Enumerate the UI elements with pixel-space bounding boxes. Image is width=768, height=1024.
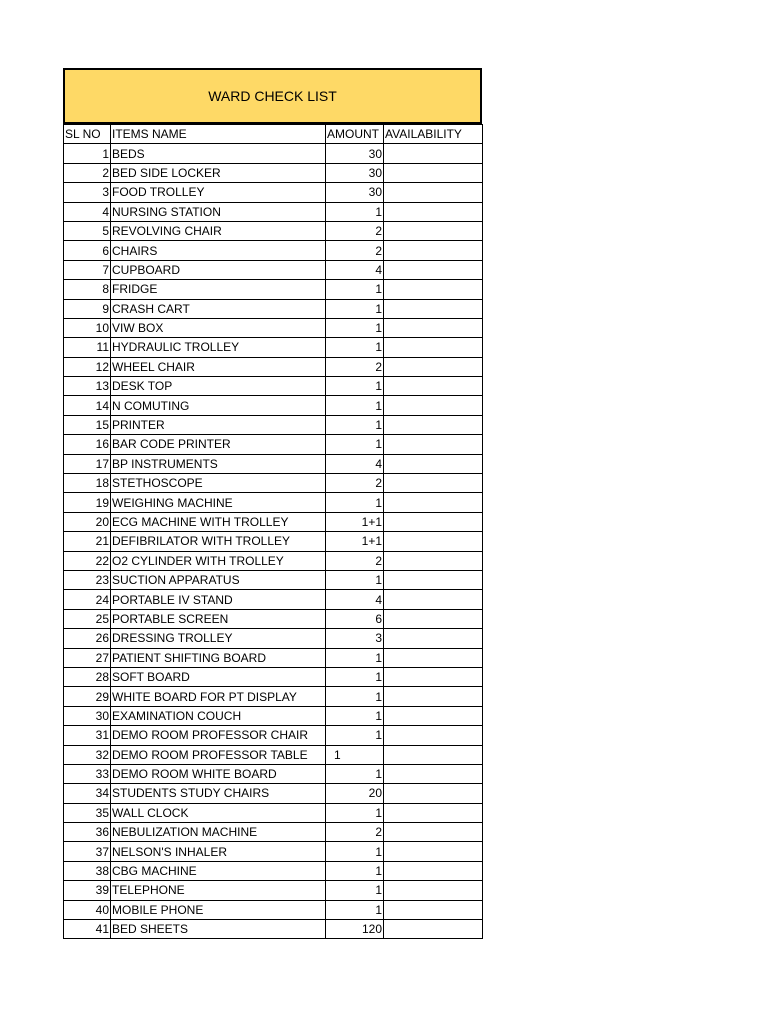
- cell-availability: [384, 512, 483, 531]
- cell-sl-no: 35: [64, 803, 111, 822]
- table-row: [64, 551, 483, 570]
- cell-availability: [384, 687, 483, 706]
- table-row: [64, 532, 483, 551]
- cell-availability: [384, 920, 483, 939]
- cell-item-name: VIW BOX: [111, 318, 326, 337]
- cell-amount: 30: [326, 144, 384, 163]
- cell-sl-no: 14: [64, 396, 111, 415]
- table-row: [64, 667, 483, 686]
- cell-availability: [384, 842, 483, 861]
- cell-sl-no: 30: [64, 706, 111, 725]
- table-row: [64, 454, 483, 473]
- cell-item-name: CRASH CART: [111, 299, 326, 318]
- cell-availability: [384, 803, 483, 822]
- header-sl-no: SL NO: [64, 125, 111, 144]
- cell-sl-no: 34: [64, 784, 111, 803]
- cell-item-name: PORTABLE SCREEN: [111, 609, 326, 628]
- table-row: [64, 377, 483, 396]
- cell-item-name: NURSING STATION: [111, 202, 326, 221]
- cell-sl-no: 32: [64, 745, 111, 764]
- cell-sl-no: 17: [64, 454, 111, 473]
- cell-amount: 1: [326, 396, 384, 415]
- cell-availability: [384, 570, 483, 589]
- cell-availability: [384, 493, 483, 512]
- cell-availability: [384, 532, 483, 551]
- cell-amount: 1: [326, 280, 384, 299]
- cell-amount: 1: [326, 299, 384, 318]
- cell-availability: [384, 823, 483, 842]
- cell-sl-no: 1: [64, 144, 111, 163]
- cell-amount: 1: [326, 861, 384, 880]
- cell-amount: 2: [326, 221, 384, 240]
- cell-sl-no: 8: [64, 280, 111, 299]
- cell-sl-no: 19: [64, 493, 111, 512]
- cell-item-name: BED SIDE LOCKER: [111, 163, 326, 182]
- cell-availability: [384, 764, 483, 783]
- cell-sl-no: 5: [64, 221, 111, 240]
- header-row: [64, 125, 483, 144]
- cell-availability: [384, 144, 483, 163]
- cell-sl-no: 7: [64, 260, 111, 279]
- cell-availability: [384, 202, 483, 221]
- table-row: [64, 396, 483, 415]
- cell-amount: 1: [326, 842, 384, 861]
- cell-item-name: STUDENTS STUDY CHAIRS: [111, 784, 326, 803]
- table-row: [64, 803, 483, 822]
- table-row: [64, 512, 483, 531]
- cell-availability: [384, 163, 483, 182]
- cell-item-name: DESK TOP: [111, 377, 326, 396]
- cell-sl-no: 28: [64, 667, 111, 686]
- cell-sl-no: 6: [64, 241, 111, 260]
- table-row: [64, 318, 483, 337]
- table-row: [64, 764, 483, 783]
- cell-sl-no: 13: [64, 377, 111, 396]
- cell-amount: 2: [326, 823, 384, 842]
- cell-sl-no: 22: [64, 551, 111, 570]
- cell-availability: [384, 260, 483, 279]
- cell-sl-no: 33: [64, 764, 111, 783]
- cell-sl-no: 39: [64, 881, 111, 900]
- cell-item-name: WHITE BOARD FOR PT DISPLAY: [111, 687, 326, 706]
- table-row: [64, 629, 483, 648]
- table-row: [64, 493, 483, 512]
- cell-amount: 4: [326, 260, 384, 279]
- cell-item-name: SOFT BOARD: [111, 667, 326, 686]
- cell-item-name: WEIGHING MACHINE: [111, 493, 326, 512]
- table-row: [64, 648, 483, 667]
- table-row: [64, 221, 483, 240]
- cell-sl-no: 37: [64, 842, 111, 861]
- cell-amount: 1: [326, 764, 384, 783]
- cell-item-name: BAR CODE PRINTER: [111, 435, 326, 454]
- cell-item-name: PRINTER: [111, 415, 326, 434]
- cell-amount: 1: [326, 318, 384, 337]
- cell-availability: [384, 609, 483, 628]
- cell-amount: 30: [326, 183, 384, 202]
- cell-sl-no: 41: [64, 920, 111, 939]
- cell-amount: 1: [326, 435, 384, 454]
- cell-item-name: N COMUTING: [111, 396, 326, 415]
- cell-sl-no: 31: [64, 726, 111, 745]
- cell-amount: 3: [326, 629, 384, 648]
- cell-amount: 1: [326, 338, 384, 357]
- cell-item-name: BP INSTRUMENTS: [111, 454, 326, 473]
- cell-amount: 1: [326, 706, 384, 725]
- cell-amount: 1: [326, 745, 384, 764]
- cell-item-name: PORTABLE IV STAND: [111, 590, 326, 609]
- cell-amount: 2: [326, 474, 384, 493]
- sheet-title: WARD CHECK LIST: [63, 68, 482, 124]
- cell-amount: 1: [326, 900, 384, 919]
- cell-amount: 1: [326, 687, 384, 706]
- cell-sl-no: 21: [64, 532, 111, 551]
- table-row: [64, 338, 483, 357]
- cell-amount: 1: [326, 667, 384, 686]
- cell-item-name: DRESSING TROLLEY: [111, 629, 326, 648]
- cell-item-name: BED SHEETS: [111, 920, 326, 939]
- cell-item-name: DEMO ROOM WHITE BOARD: [111, 764, 326, 783]
- cell-availability: [384, 726, 483, 745]
- cell-item-name: CHAIRS: [111, 241, 326, 260]
- cell-sl-no: 10: [64, 318, 111, 337]
- cell-sl-no: 36: [64, 823, 111, 842]
- table-row: [64, 745, 483, 764]
- table-row: [64, 144, 483, 163]
- table-row: [64, 881, 483, 900]
- table-row: [64, 861, 483, 880]
- table-row: [64, 415, 483, 434]
- cell-availability: [384, 280, 483, 299]
- cell-amount: 1: [326, 803, 384, 822]
- header-availability: AVAILABILITY: [384, 125, 483, 144]
- table-row: [64, 842, 483, 861]
- cell-sl-no: 4: [64, 202, 111, 221]
- table-row: [64, 280, 483, 299]
- table-row: [64, 202, 483, 221]
- cell-item-name: WHEEL CHAIR: [111, 357, 326, 376]
- cell-item-name: TELEPHONE: [111, 881, 326, 900]
- cell-availability: [384, 183, 483, 202]
- cell-sl-no: 9: [64, 299, 111, 318]
- cell-sl-no: 20: [64, 512, 111, 531]
- cell-amount: 2: [326, 241, 384, 260]
- cell-amount: 1: [326, 493, 384, 512]
- cell-availability: [384, 377, 483, 396]
- cell-item-name: REVOLVING CHAIR: [111, 221, 326, 240]
- cell-amount: 30: [326, 163, 384, 182]
- cell-amount: 2: [326, 357, 384, 376]
- cell-availability: [384, 784, 483, 803]
- cell-sl-no: 11: [64, 338, 111, 357]
- cell-item-name: DEMO ROOM PROFESSOR CHAIR: [111, 726, 326, 745]
- cell-amount: 6: [326, 609, 384, 628]
- cell-sl-no: 24: [64, 590, 111, 609]
- table-row: [64, 609, 483, 628]
- ward-check-list-sheet: [63, 68, 482, 939]
- cell-sl-no: 29: [64, 687, 111, 706]
- cell-availability: [384, 474, 483, 493]
- cell-item-name: DEMO ROOM PROFESSOR TABLE: [111, 745, 326, 764]
- cell-item-name: HYDRAULIC TROLLEY: [111, 338, 326, 357]
- cell-availability: [384, 415, 483, 434]
- table-row: [64, 241, 483, 260]
- cell-sl-no: 26: [64, 629, 111, 648]
- cell-amount: 1: [326, 570, 384, 589]
- cell-amount: 1: [326, 648, 384, 667]
- cell-sl-no: 18: [64, 474, 111, 493]
- cell-sl-no: 27: [64, 648, 111, 667]
- cell-amount: 1: [326, 726, 384, 745]
- cell-item-name: O2 CYLINDER WITH TROLLEY: [111, 551, 326, 570]
- table-row: [64, 299, 483, 318]
- cell-item-name: ECG MACHINE WITH TROLLEY: [111, 512, 326, 531]
- cell-sl-no: 16: [64, 435, 111, 454]
- cell-availability: [384, 667, 483, 686]
- header-items-name: ITEMS NAME: [111, 125, 326, 144]
- cell-availability: [384, 435, 483, 454]
- table-row: [64, 183, 483, 202]
- cell-item-name: NEBULIZATION MACHINE: [111, 823, 326, 842]
- table-row: [64, 726, 483, 745]
- cell-sl-no: 2: [64, 163, 111, 182]
- table-row: [64, 920, 483, 939]
- cell-availability: [384, 648, 483, 667]
- table-row: [64, 435, 483, 454]
- cell-availability: [384, 881, 483, 900]
- cell-availability: [384, 357, 483, 376]
- cell-availability: [384, 590, 483, 609]
- cell-item-name: WALL CLOCK: [111, 803, 326, 822]
- cell-availability: [384, 318, 483, 337]
- header-amount: AMOUNT: [326, 125, 384, 144]
- cell-item-name: NELSON'S INHALER: [111, 842, 326, 861]
- cell-amount: 1: [326, 415, 384, 434]
- cell-amount: 1+1: [326, 512, 384, 531]
- cell-amount: 1+1: [326, 532, 384, 551]
- table-row: [64, 900, 483, 919]
- table-row: [64, 784, 483, 803]
- cell-sl-no: 40: [64, 900, 111, 919]
- cell-amount: 20: [326, 784, 384, 803]
- cell-availability: [384, 221, 483, 240]
- cell-amount: 4: [326, 454, 384, 473]
- cell-item-name: PATIENT SHIFTING BOARD: [111, 648, 326, 667]
- cell-item-name: MOBILE PHONE: [111, 900, 326, 919]
- cell-availability: [384, 551, 483, 570]
- cell-item-name: CBG MACHINE: [111, 861, 326, 880]
- cell-amount: 1: [326, 377, 384, 396]
- cell-availability: [384, 338, 483, 357]
- cell-item-name: FRIDGE: [111, 280, 326, 299]
- cell-sl-no: 23: [64, 570, 111, 589]
- cell-amount: 120: [326, 920, 384, 939]
- cell-amount: 1: [326, 881, 384, 900]
- cell-sl-no: 3: [64, 183, 111, 202]
- cell-availability: [384, 241, 483, 260]
- table-row: [64, 823, 483, 842]
- cell-amount: 2: [326, 551, 384, 570]
- cell-sl-no: 38: [64, 861, 111, 880]
- cell-availability: [384, 396, 483, 415]
- table-row: [64, 706, 483, 725]
- cell-availability: [384, 299, 483, 318]
- cell-item-name: CUPBOARD: [111, 260, 326, 279]
- cell-availability: [384, 900, 483, 919]
- cell-amount: 1: [326, 202, 384, 221]
- table-row: [64, 357, 483, 376]
- cell-availability: [384, 745, 483, 764]
- cell-sl-no: 15: [64, 415, 111, 434]
- cell-availability: [384, 454, 483, 473]
- checklist-table: [63, 124, 483, 939]
- table-row: [64, 474, 483, 493]
- table-row: [64, 163, 483, 182]
- cell-availability: [384, 706, 483, 725]
- table-row: [64, 590, 483, 609]
- cell-item-name: FOOD TROLLEY: [111, 183, 326, 202]
- cell-amount: 4: [326, 590, 384, 609]
- cell-sl-no: 25: [64, 609, 111, 628]
- cell-item-name: STETHOSCOPE: [111, 474, 326, 493]
- cell-sl-no: 12: [64, 357, 111, 376]
- cell-item-name: BEDS: [111, 144, 326, 163]
- table-row: [64, 260, 483, 279]
- cell-availability: [384, 629, 483, 648]
- cell-item-name: DEFIBRILATOR WITH TROLLEY: [111, 532, 326, 551]
- table-row: [64, 570, 483, 589]
- cell-availability: [384, 861, 483, 880]
- cell-item-name: EXAMINATION COUCH: [111, 706, 326, 725]
- table-row: [64, 687, 483, 706]
- cell-item-name: SUCTION APPARATUS: [111, 570, 326, 589]
